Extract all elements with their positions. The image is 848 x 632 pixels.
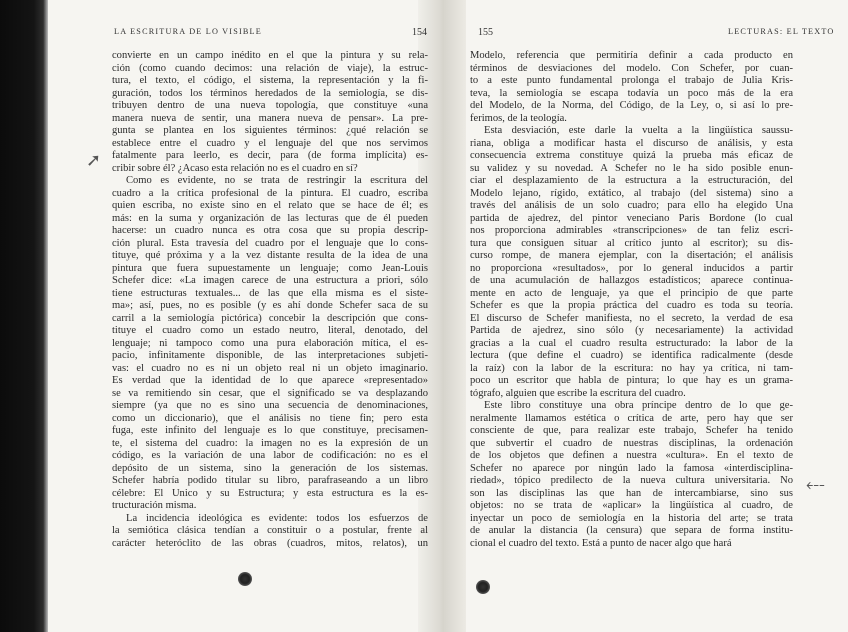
text-line: fuga, este infinito del lenguaje es lo que constituye, precisamen-	[112, 425, 428, 436]
text-line: Schefer es que la propia práctica del cuadro es toda su teoría.	[470, 300, 793, 311]
text-line: Partida de ajedrez, sino sólo (y necesariamente) la actividad	[470, 325, 793, 336]
text-line: lenguaje; ni tampoco como una pura elaboración mítica, el es-	[112, 337, 428, 349]
text-line: carril a la semiología pictórica) concebir la descripción que cons-	[112, 312, 428, 324]
left-body-text	[112, 50, 428, 550]
text-line: fatalmente para leerlo, es decir, para (de forma implícita) es-	[112, 150, 428, 161]
text-line: poco un escritor que habla de pintura; lo que hay es un grama-	[470, 375, 793, 386]
right-page-ornament	[476, 580, 490, 594]
book-page-edge	[0, 0, 48, 632]
text-line: gracias a la cual el cuadro resulta estructurado: la labor de la	[470, 337, 793, 349]
text-line: lectura (que define el cuadro) se identifica radicalmente (desde	[470, 350, 793, 361]
text-line: mente en acto de lenguaje, ya que el principio de que parte	[470, 287, 793, 299]
text-line: ferimos, de la teología.	[470, 112, 567, 124]
text-line: cribir sobre él? ¿Acaso esta relación no es el cuadro en sí?	[112, 162, 358, 174]
text-line: vas: el cuadro no es ni un objeto real ni un objeto imaginario.	[112, 362, 428, 374]
text-line: ciar el desplazamiento de la estructura a la estructuración, del	[470, 175, 793, 186]
text-line: tructuración misma.	[112, 500, 197, 511]
text-line: tura que consiguen situar al crítico junto al escritor); su dis-	[470, 237, 793, 249]
text-line: establece entre el cuadro y el lenguaje del que nos servimos	[112, 137, 428, 149]
text-line: como un diccionario), que el análisis no tiene fin; pero esta	[112, 412, 428, 424]
text-line: Schefer no aparece por ningún lado la famosa «interdisciplina-	[470, 462, 793, 474]
text-line: tógrafo, alguien que escribe la escritura del cuadro.	[470, 387, 686, 399]
right-running-head: LECTURAS: EL TEXTO	[728, 27, 835, 36]
text-line: la semiótica clásica tendían a constituir o a postular, frente al	[112, 525, 428, 536]
text-line: de los objetos que definen a nuestra «cultura». En el texto de	[470, 450, 793, 461]
text-line: cuadro a la crítica profesional de la pintura. El cuadro, escriba	[112, 187, 428, 199]
text-line: de una acumulación de hallazgos estadísticos; aparece continua-	[470, 275, 793, 286]
text-line: to a este punto fundamental prolonga el trabajo de Julia Kris-	[470, 75, 793, 86]
text-line: curso rompe, de manera ejemplar, con la disertación; el análisis	[470, 250, 793, 261]
left-page	[60, 0, 430, 632]
text-line: Schefer habría podido titular su libro, parafraseando a un libro	[112, 475, 428, 486]
text-line: través del análisis de un solo cuadro; para ello ha elegido Una	[470, 200, 793, 211]
left-margin-arrow-mark: ➚	[86, 150, 102, 171]
right-page	[470, 0, 835, 632]
text-line: que subvertir el cuadro de nuestras disciplinas, la ordenación	[470, 437, 793, 449]
text-line: código, es la variación de una labor de codificación: no es el	[112, 450, 428, 461]
text-line: Modelo, referencia que permitiría definir a cada producto en	[470, 50, 793, 61]
text-line: de anular la distancia (la censura) que separa de forma institu-	[470, 525, 793, 536]
text-line: gunta se plantea en los siguientes términos: ¿qué relación se	[112, 125, 428, 136]
left-page-number: 154	[412, 27, 427, 38]
text-line: depósito de un sistema, sino la generación de los sistemas.	[112, 462, 428, 474]
text-line: tribuyen dentro de una nueva topología, que constituye «una	[112, 100, 428, 111]
text-line: Modelo lejano, rígido, extático, al trabajo (del sistema) sino a	[470, 187, 793, 199]
text-line: ción (como cuando decimos: una relación de viaje), la estruc-	[112, 62, 428, 74]
text-line: hacerse: un cuadro nunca es otra cosa que su propia descrip-	[112, 225, 428, 236]
text-line: Schefer dice: «La imagen carece de una estructura a priori, sólo	[112, 275, 428, 286]
text-line: no proporciona «resultados», por lo general inducidos a partir	[470, 262, 793, 274]
left-page-ornament	[238, 572, 252, 586]
text-line: manera nueva de sentir, una manera nueva de pensar». La pre-	[112, 112, 428, 124]
text-line: quien escriba, no existe sino en el relato que se hace de él; es	[112, 200, 428, 211]
text-line: Es verdad que la identidad de lo que aparece «representado»	[112, 375, 428, 386]
text-line: nos proporciona admirables «transcripciones» de tan feliz escri-	[470, 225, 793, 236]
text-line: neralmente llamamos estética o crítica de arte, pero hay que ser	[470, 412, 793, 424]
text-line: Esta desviación, este darle la vuelta a la lingüística saussu-	[484, 125, 793, 136]
text-line: pintura que fuera supuestamente un lenguaje; como Jean-Louis	[112, 262, 428, 274]
text-line: objetos: no se trata de «aplicar» la lingüística al cuadro, de	[470, 500, 793, 511]
text-line: te, el sistema del cuadro: la imagen no es la expresión de un	[112, 437, 428, 449]
text-line: pacio, infinitamente disponible, de las interpretaciones subjeti-	[112, 350, 428, 361]
text-line: El discurso de Schefer manifiesta, no el secreto, la verdad de esa	[470, 312, 793, 324]
right-margin-arrow-mark: ⤎	[806, 474, 825, 495]
right-page-number: 155	[478, 27, 493, 38]
text-line: ma»; así, pues, no es posible (y es ahí donde Schefer saca de su	[112, 300, 428, 311]
text-line: se va remitiendo sin cesar, que el significado se va desplazando	[112, 387, 428, 399]
text-line: carácter heteróclito de las obras (cuadros, mitos, relatos), un	[112, 537, 428, 549]
text-line: partida de ajedrez, del pintor veneciano Paris Bordone (lo cual	[470, 212, 793, 224]
text-line: tituye, qué próxima y a la vez distante resulta de la idea de una	[112, 250, 428, 261]
text-line: inyectar un poco de semiología en la historia del arte; se trata	[470, 512, 793, 524]
text-line: consciente de que, para realizar este trabajo, Schefer ha tenido	[470, 425, 793, 436]
text-line: ción plural. Esta travesía del cuadro por el lenguaje que lo cons-	[112, 237, 428, 249]
text-line: Este libro constituye una obra príncipe dentro de lo que ge-	[484, 400, 793, 411]
text-line: convierte en un campo inédito en el que la pintura y su rela-	[112, 50, 428, 61]
text-line: más: en la suma y organización de las lecturas que de él pueden	[112, 212, 428, 224]
left-running-head: LA ESCRITURA DE LO VISIBLE	[114, 27, 262, 36]
right-body-text	[470, 50, 793, 550]
text-line: términos de desviaciones del modelo. Con Schefer, por cuan-	[470, 62, 793, 74]
text-line: célebre: El Unico y su Estructura; y esta estructura es la es-	[112, 487, 428, 499]
text-line: Como es evidente, no se trata de restringir la escritura del	[126, 175, 428, 186]
text-line: La incidencia ideológica es evidente: todos los esfuerzos de	[126, 512, 428, 524]
text-line: son las disciplinas las que han de intercambiarse, sino sus	[470, 487, 793, 499]
text-line: teva, la semiología se escapa todavía un poco más de la era	[470, 87, 793, 99]
text-line: consecuencia extrema constituye quizá la prueba más eficaz de	[470, 150, 793, 161]
text-line: la raíz) con la labor de la escritura: no hay ya crítica, ni tam-	[470, 362, 793, 374]
text-line: riedad», tópico predilecto de la nueva cultura universitaria. No	[470, 475, 793, 486]
text-line: su validez y su novedad. A Schefer no le ha sido posible enun-	[470, 162, 793, 174]
text-line: tura, el texto, el código, el sistema, la representación y la fi-	[112, 75, 428, 86]
text-line: riana, obliga a modificar hasta el discurso de análisis, y esta	[470, 137, 793, 149]
text-line: siempre (ya que no es sino una secuencia de denominaciones,	[112, 400, 428, 411]
text-line: tituye el cuadro como un estado neutro, literal, denotado, del	[112, 325, 428, 336]
text-line: del Modelo, de la Norma, del Código, de la Ley, o, si así lo pre-	[470, 100, 793, 111]
text-line: cional el cuadro del texto. Está a punto de nacer algo que hará	[470, 537, 732, 549]
text-line: guración, todos los términos heredados de la semiología, se dis-	[112, 87, 428, 99]
text-line: tiene estructuras textuales... de las que ella misma es el siste-	[112, 287, 428, 299]
